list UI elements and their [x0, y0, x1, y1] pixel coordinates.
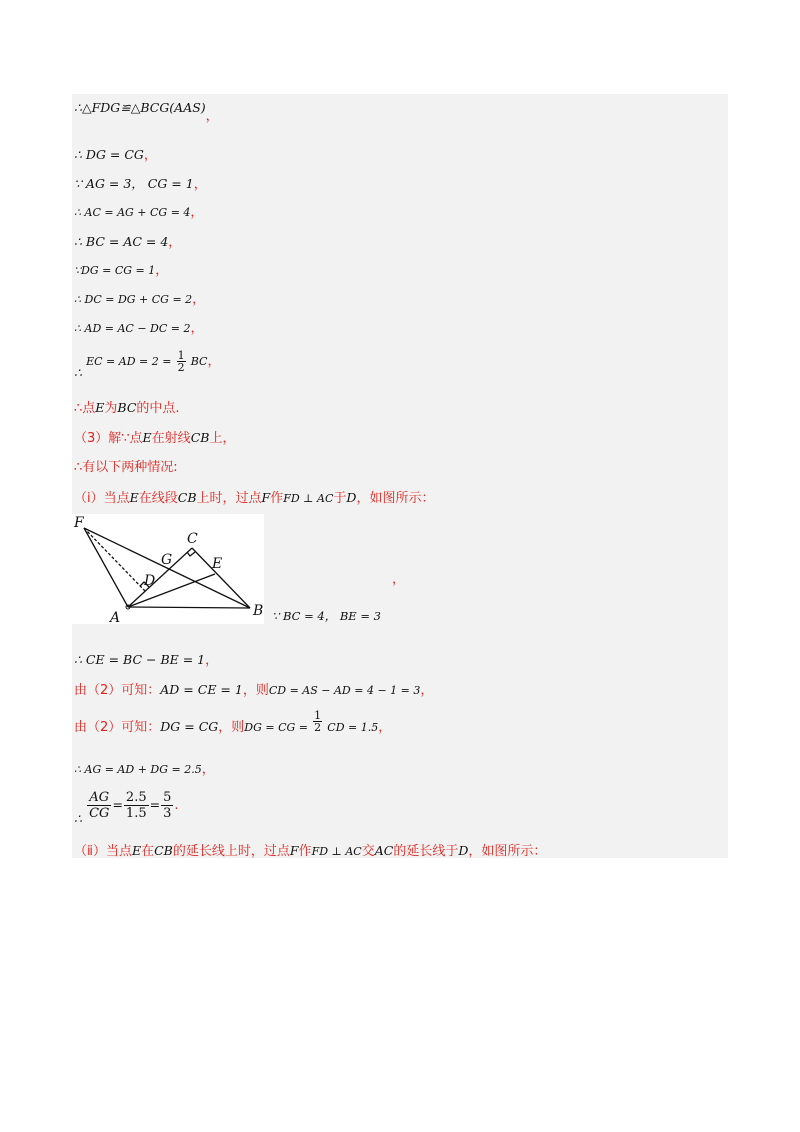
- line-part3: [74, 430, 235, 447]
- text: ，如图所示：: [468, 844, 547, 859]
- text: 的延长线上时，过点: [172, 844, 290, 859]
- math-expr: ∴ CE = BC − BE = 1: [74, 652, 206, 667]
- numerator: 1: [314, 709, 322, 722]
- line-congruence: [74, 100, 219, 124]
- line-ratio: [74, 790, 179, 826]
- numerator: AG: [87, 790, 111, 806]
- segment-fa: [84, 528, 128, 607]
- line-ac: [74, 205, 203, 221]
- math-var: E: [129, 490, 139, 505]
- comma: ，: [143, 148, 157, 163]
- math-expr: BC: [190, 355, 208, 368]
- text: （ⅱ）当点: [74, 844, 132, 859]
- text: 作: [270, 491, 284, 506]
- text: 在线段: [138, 491, 178, 506]
- math-var: E: [131, 843, 142, 858]
- right-angle-mark-c: [187, 552, 195, 556]
- math-expr: ∵DG = CG = 1: [74, 264, 156, 277]
- math-var: CB: [154, 843, 173, 858]
- therefore-symbol: ∴: [74, 365, 82, 380]
- denominator: 1.5: [125, 806, 147, 821]
- math-expr: FD ⊥ AC: [311, 845, 362, 858]
- triangle-diagram: [72, 514, 264, 624]
- comma: ，: [392, 572, 406, 587]
- segment-ae: [128, 574, 215, 607]
- line-ec: [74, 349, 221, 380]
- text: （3）解∵点: [74, 431, 143, 446]
- line-given-values: [74, 176, 207, 193]
- label-e: E: [212, 556, 223, 572]
- congruence-statement: ∴△FDG≌△BCG(AAS): [74, 100, 206, 115]
- line-bc-be: [272, 608, 381, 625]
- label-f: F: [74, 515, 84, 531]
- math-expr: CD = 1.5: [327, 721, 379, 734]
- math-expr: AD = CE = 1: [160, 682, 243, 697]
- comma: ，: [205, 109, 219, 124]
- text: 作: [298, 844, 312, 859]
- label-b: B: [253, 603, 264, 619]
- comma: ，: [155, 263, 169, 278]
- comma: ，: [168, 235, 182, 250]
- math-var: CB: [177, 490, 197, 505]
- line-case-ii: [74, 843, 546, 860]
- text: ，则: [242, 683, 269, 698]
- fraction-result: [161, 790, 173, 821]
- text: ∴有以下两种情况:: [74, 460, 178, 475]
- line-ag: [74, 762, 215, 778]
- line-dg-cg-1: [74, 263, 168, 279]
- math-var: D: [458, 843, 469, 858]
- line-from-2-ad: [74, 682, 433, 699]
- math-expr: EC = AD = 2 =: [86, 355, 172, 368]
- text: 上时，过点: [196, 491, 262, 506]
- math-expr: ∴ DC = DG + CG = 2: [74, 293, 193, 306]
- math-var: F: [261, 490, 271, 505]
- text: 由（2）可知：: [74, 683, 161, 698]
- line-ce: [74, 652, 218, 669]
- math-var: F: [289, 843, 299, 858]
- comma: ，: [190, 205, 204, 220]
- math-expr: ∴ AC = AG + CG = 4: [74, 206, 191, 219]
- text: ，则: [218, 720, 245, 735]
- comma: ，: [190, 321, 204, 336]
- math-var: E: [142, 430, 152, 445]
- math-expr: CD = AS − AD = 4 − 1 = 3: [268, 684, 421, 697]
- line-bc: [74, 234, 181, 251]
- line-dg-eq-cg: [74, 147, 157, 164]
- comma: ，: [205, 653, 219, 668]
- fraction-half: [177, 350, 186, 373]
- comma: ，: [192, 292, 206, 307]
- comma: ，: [420, 683, 434, 698]
- math-expr: ∵ AG = 3， CG = 1: [74, 176, 194, 191]
- line-case-i: [74, 490, 434, 507]
- math-expr: DG = CG =: [244, 721, 309, 734]
- segment-fb: [84, 528, 250, 608]
- line-dc: [74, 292, 205, 308]
- text: 的延长线于: [393, 844, 459, 859]
- segment-ab: [128, 607, 250, 608]
- denominator: 2: [314, 721, 322, 734]
- figure-trailing-comma: [392, 572, 405, 588]
- text: 上，: [209, 431, 236, 446]
- geometry-figure: [72, 514, 264, 624]
- comma: ，: [193, 177, 207, 192]
- text: ∴点: [74, 401, 96, 416]
- therefore-symbol: ∴: [74, 811, 82, 826]
- comma: ，: [207, 354, 221, 369]
- math-expr: ∴ AG = AD + DG = 2.5: [74, 763, 202, 776]
- numerator: 2.5: [125, 790, 147, 805]
- line-midpoint: [74, 400, 180, 417]
- math-expr: ∴ DG = CG: [74, 147, 144, 162]
- text: 的中点.: [136, 401, 180, 416]
- text: ，如图所示：: [356, 491, 435, 506]
- fraction-ag-cg: [87, 790, 111, 821]
- line-from-2-dg: [74, 709, 392, 739]
- label-c: C: [187, 531, 198, 547]
- period: .: [174, 798, 179, 813]
- math-var: BC: [117, 400, 137, 415]
- label-g: G: [161, 552, 173, 568]
- label-a: A: [110, 610, 121, 624]
- numerator: 1: [177, 349, 185, 362]
- math-expr: ∴ AD = AC − DC = 2: [74, 322, 191, 335]
- denominator: CG: [89, 806, 110, 821]
- denominator: 3: [163, 806, 172, 821]
- equals-sign: =: [112, 797, 123, 812]
- math-var: AC: [374, 843, 394, 858]
- text: 交: [361, 844, 375, 859]
- text: （ⅰ）当点: [74, 491, 130, 506]
- math-expr: ∴ BC = AC = 4: [74, 234, 169, 249]
- comma: ，: [201, 762, 215, 777]
- equals-sign: =: [149, 797, 161, 812]
- math-expr: DG = CG: [160, 719, 219, 734]
- text: 于: [333, 491, 347, 506]
- fraction-half: [313, 710, 322, 733]
- comma: ，: [378, 720, 392, 735]
- numerator: 5: [163, 790, 172, 805]
- segment-ac: [128, 548, 192, 607]
- denominator: 2: [177, 361, 185, 374]
- label-d: D: [144, 573, 156, 589]
- text: 为: [104, 401, 118, 416]
- math-expr: ∵ BC = 4， BE = 3: [272, 609, 381, 623]
- text: 由（2）可知：: [74, 720, 161, 735]
- math-var: D: [346, 490, 357, 505]
- math-var: CB: [190, 430, 210, 445]
- line-two-cases: [74, 460, 178, 476]
- math-var: E: [95, 400, 105, 415]
- line-ad: [74, 321, 204, 337]
- text: 在射线: [151, 431, 191, 446]
- math-expr: FD ⊥ AC: [283, 492, 334, 505]
- fraction-decimal: [124, 790, 149, 821]
- text: 在: [141, 844, 155, 859]
